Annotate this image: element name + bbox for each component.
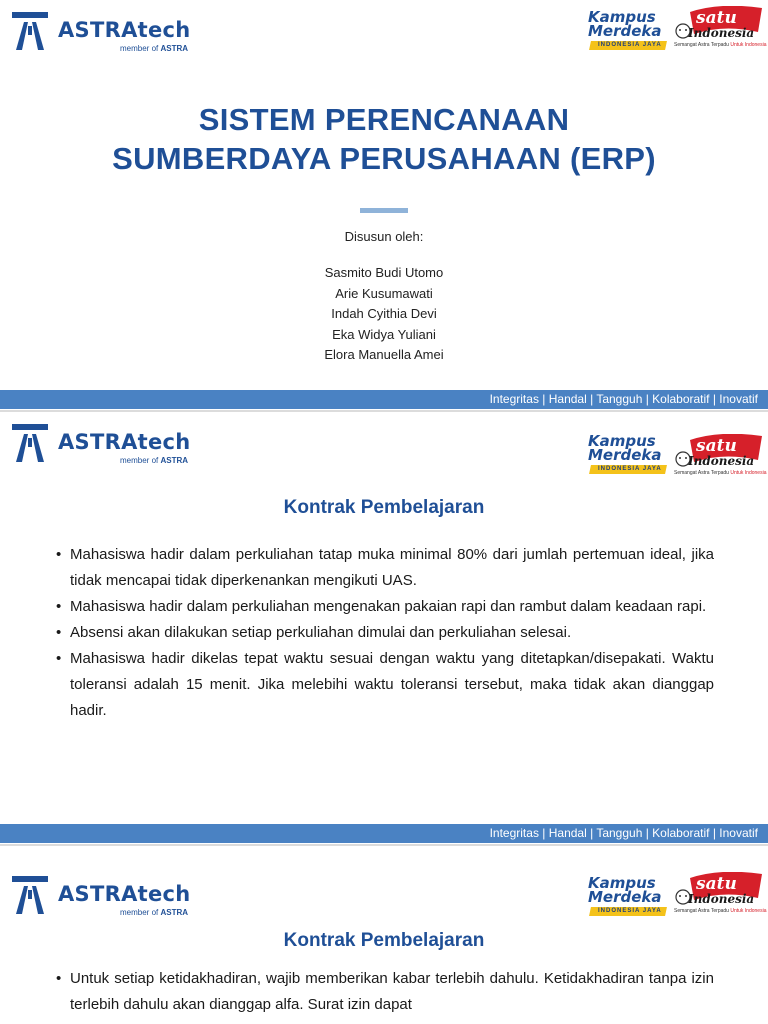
astratech-tagline: member of ASTRA <box>120 908 189 917</box>
kampus-merdeka-logo: Kampus Merdeka INDONESIA JAYA <box>584 8 666 52</box>
satu-indonesia-logo: satu Indonesia Semangat Astra Terpadu Untuk Indonesia <box>672 872 764 922</box>
astratech-mark-icon <box>12 12 48 50</box>
list-item: • Absensi akan dilakukan setiap perkuliahan dimulai dan perkuliahan selesai. <box>56 620 714 646</box>
author-list <box>0 263 768 366</box>
title-line-1: SISTEM PERENCANAAN <box>198 102 570 137</box>
list-item: • Untuk setiap ketidakhadiran, wajib memberikan kabar terlebih dahulu. Ketidakhadiran tanpa izin terlebih dahulu akan dianggap alfa. Surat izin dapat <box>56 966 714 1018</box>
list-item: • Mahasiswa hadir dikelas tepat waktu sesuai dengan waktu yang ditetapkan/disepakati. Waktu toleransi adalah 15 menit. Jika melebihi waktu toleransi tersebut, maka tidak akan dianggap hadir. <box>56 646 714 724</box>
astratech-logo <box>12 424 212 464</box>
astratech-logo <box>12 876 212 916</box>
astratech-tagline: member of ASTRA <box>120 456 189 465</box>
section-heading: Kontrak Pembelajaran <box>283 930 485 951</box>
kampus-merdeka-logo: Kampus Merdeka INDONESIA JAYA <box>584 432 666 476</box>
list-item: • Mahasiswa hadir dalam perkuliahan tatap muka minimal 80% dari jumlah pertemuan ideal, jika tidak mencapai tidak diperkenankan mengikuti UAS. <box>56 542 714 594</box>
author-name: Arie Kusumawati <box>335 285 433 301</box>
section-heading: Kontrak Pembelajaran <box>283 497 485 518</box>
prepared-by-label: Disusun oleh: <box>344 229 424 244</box>
contract-list <box>56 542 714 724</box>
contract-list <box>56 966 714 1018</box>
astratech-wordmark: ASTRAtech <box>58 430 191 454</box>
astratech-mark-icon <box>12 424 48 462</box>
title-line-2: SUMBERDAYA PERUSAHAAN (ERP) <box>112 141 656 176</box>
satu-indonesia-logo: satu Indonesia Semangat Astra Terpadu Untuk Indonesia <box>672 434 764 484</box>
author-name: Sasmito Budi Utomo <box>324 265 444 280</box>
footer-values-band: Integritas | Handal | Tangguh | Kolaboratif | Inovatif <box>0 824 768 843</box>
satu-indonesia-logo: satu Indonesia Semangat Astra Terpadu Untuk Indonesia <box>672 6 764 56</box>
slide-contract-2 <box>0 846 768 1024</box>
author-name: Elora Manuella Amei <box>324 347 444 362</box>
kampus-merdeka-logo: Kampus Merdeka INDONESIA JAYA <box>584 874 666 918</box>
footer-values-band: Integritas | Handal | Tangguh | Kolaboratif | Inovatif <box>0 390 768 409</box>
author-name: Eka Widya Yuliani <box>332 326 436 342</box>
astratech-tagline: member of ASTRA <box>120 44 189 53</box>
astratech-wordmark: ASTRAtech <box>58 882 191 906</box>
title-divider <box>360 208 408 213</box>
astratech-logo <box>12 12 212 52</box>
astratech-mark-icon <box>12 876 48 914</box>
author-name: Indah Cyithia Devi <box>331 306 437 321</box>
slide-contract-1 <box>0 412 768 844</box>
list-item: • Mahasiswa hadir dalam perkuliahan mengenakan pakaian rapi dan rambut dalam keadaan rapi. <box>56 594 714 620</box>
astratech-wordmark: ASTRAtech <box>58 18 191 42</box>
slide-title <box>0 0 768 410</box>
